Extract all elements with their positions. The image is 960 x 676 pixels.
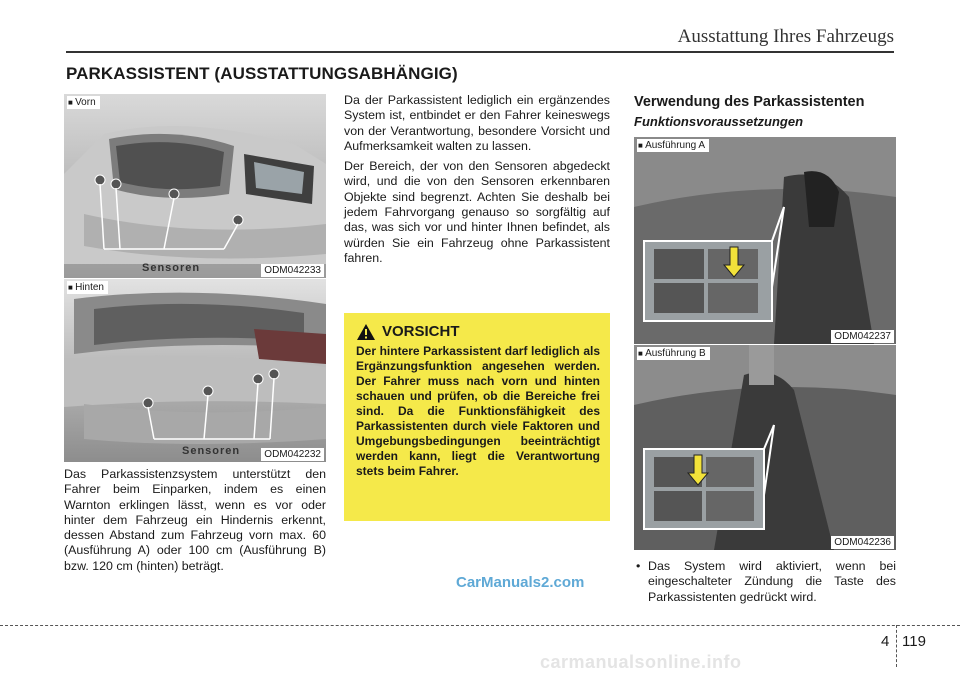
page-number: 119	[902, 633, 926, 650]
section-title: PARKASSISTENT (AUSSTATTUNGSABHÄNGIG)	[66, 64, 458, 83]
activation-bullet-text: Das System wird aktiviert, wenn bei eingeschalteter Zündung die Taste des Parkassistenten gedrückt wird.	[648, 559, 896, 604]
variant-b-console-illustration	[634, 345, 896, 550]
variant-b-figure	[634, 345, 896, 550]
middle-paragraph-2: Der Bereich, der von den Sensoren abgedeckt wird, und die von den Sensoren erkennbaren Objekte sind begrenzt. Achten Sie deshalb bei jedem Fahrvorgang genauso so sorgfältig auf das, was sich vor und hinter Ihnen befindet, als würden Sie ein Fahrzeug ohne Parkassistent fahren.	[344, 159, 610, 265]
warning-triangle-icon	[356, 323, 376, 341]
caution-text: Der hintere Parkassistent darf lediglich als Ergänzungsfunktion angesehen werden. Der Fahrer muss nach vorn und hinten schauen und prüfen, ob die Bereiche frei sind. Da die Funktionsfähigkeit des Parkassistenten durch viele Faktoren und Umgebungsbedingungen beeinträchtigt werden kann, liegt die Verantwortung stets beim Fahrer.	[356, 344, 600, 478]
caution-title: VORSICHT	[382, 323, 460, 340]
middle-paragraph-1: Da der Parkassistent lediglich ein ergänzendes System ist, entbindet er den Fahrer keineswegs von der Verantwortung, besondere Vorsicht und Aufmerksamkeit walten zu lassen.	[344, 93, 610, 153]
variant-a-label: ■ Ausführung A	[637, 139, 709, 152]
footer-divider	[896, 625, 897, 667]
footer-rule	[0, 625, 960, 626]
page-header-title: Ausstattung Ihres Fahrzeugs	[677, 26, 894, 47]
bullet-marker: •	[636, 559, 641, 573]
front-car-illustration	[64, 94, 326, 278]
rear-car-illustration	[64, 279, 326, 462]
variant-a-console-illustration	[634, 137, 896, 344]
bottom-watermark: carmanualsonline.info	[540, 652, 742, 672]
front-sensors-figure	[64, 94, 326, 278]
front-figure-label: ■ Vorn	[67, 96, 100, 109]
variant-b-label: ■ Ausführung B	[637, 347, 710, 360]
header-rule	[66, 51, 894, 53]
front-figure-code: ODM042233	[261, 264, 324, 277]
caution-box	[344, 313, 610, 521]
usage-heading: Verwendung des Parkassistenten	[634, 94, 865, 110]
variant-b-code: ODM042236	[831, 536, 894, 549]
rear-sensor-label: Sensoren	[182, 445, 241, 457]
middle-column-text	[344, 93, 610, 271]
rear-figure-label: ■ Hinten	[67, 281, 108, 294]
activation-bullet	[634, 559, 896, 605]
front-sensor-label: Sensoren	[142, 262, 201, 274]
watermark-link[interactable]: CarManuals2.com	[456, 574, 585, 591]
chapter-number: 4	[881, 633, 890, 650]
intro-paragraph: Das Parkassistenzsystem unterstützt den Fahrer beim Einparken, indem es einen Warnton erklingen lässt, wenn es vor oder hinter dem Fahrzeug ein Hindernis erkennt, dessen Abstand zum Fahrzeug vorn max. 60 (Ausführung A) oder 100 cm (Ausführung B) bzw. 120 cm (hinten) beträgt.	[64, 467, 326, 573]
variant-a-figure	[634, 137, 896, 344]
rear-sensors-figure	[64, 279, 326, 462]
left-column-text	[64, 467, 326, 579]
requirements-subheading: Funktionsvoraussetzungen	[634, 114, 804, 129]
rear-figure-code: ODM042232	[261, 448, 324, 461]
variant-a-code: ODM042237	[831, 330, 894, 343]
